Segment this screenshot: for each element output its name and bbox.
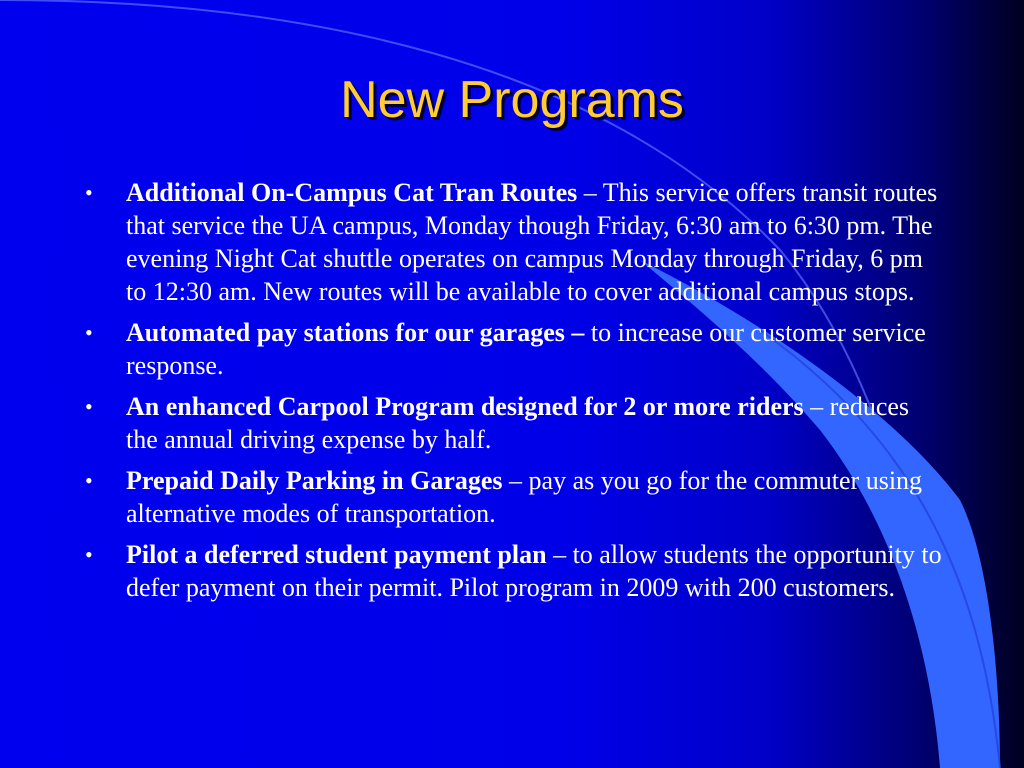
bullet-list [85, 176, 945, 612]
bullet-heading: Automated pay stations for our garages – [126, 318, 585, 347]
bullet-text: – pay as you go for the commuter using alternative modes of transportation. [126, 466, 923, 528]
bullet-text: – This service offers transit routes that service the UA campus, Monday though Friday, 6:30 am to 6:30 pm. The evening Night Cat shuttle operates on campus Monday through Friday, 6 pm to 12:30 am. New routes will be available to cover additional campus stops. [126, 178, 938, 306]
bullet-item [85, 390, 945, 456]
bullet-heading: Additional On-Campus Cat Tran Routes [126, 178, 578, 207]
bullet-heading: Pilot a deferred student payment plan [126, 540, 547, 569]
bullet-item [85, 316, 945, 382]
bullet-dot-icon: • [85, 468, 93, 493]
bullet-text: – reduces the annual driving expense by half. [126, 392, 910, 454]
bullet-dot-icon: • [85, 542, 93, 567]
bullet-heading: An enhanced Carpool Program designed for 2 or more riders [126, 392, 804, 421]
bullet-heading: Prepaid Daily Parking in Garages [126, 466, 503, 495]
bullet-text: to increase our customer service response. [126, 318, 926, 380]
bullet-dot-icon: • [85, 180, 93, 205]
bullet-dot-icon: • [85, 394, 93, 419]
bullet-text: – to allow students the opportunity to defer payment on their permit. Pilot program in 2009 with 200 customers. [126, 540, 942, 602]
slide-title: New Programs [340, 71, 684, 129]
bullet-item [85, 176, 945, 308]
bullet-item [85, 464, 945, 530]
bullet-dot-icon: • [85, 320, 93, 345]
bullet-item [85, 538, 945, 604]
